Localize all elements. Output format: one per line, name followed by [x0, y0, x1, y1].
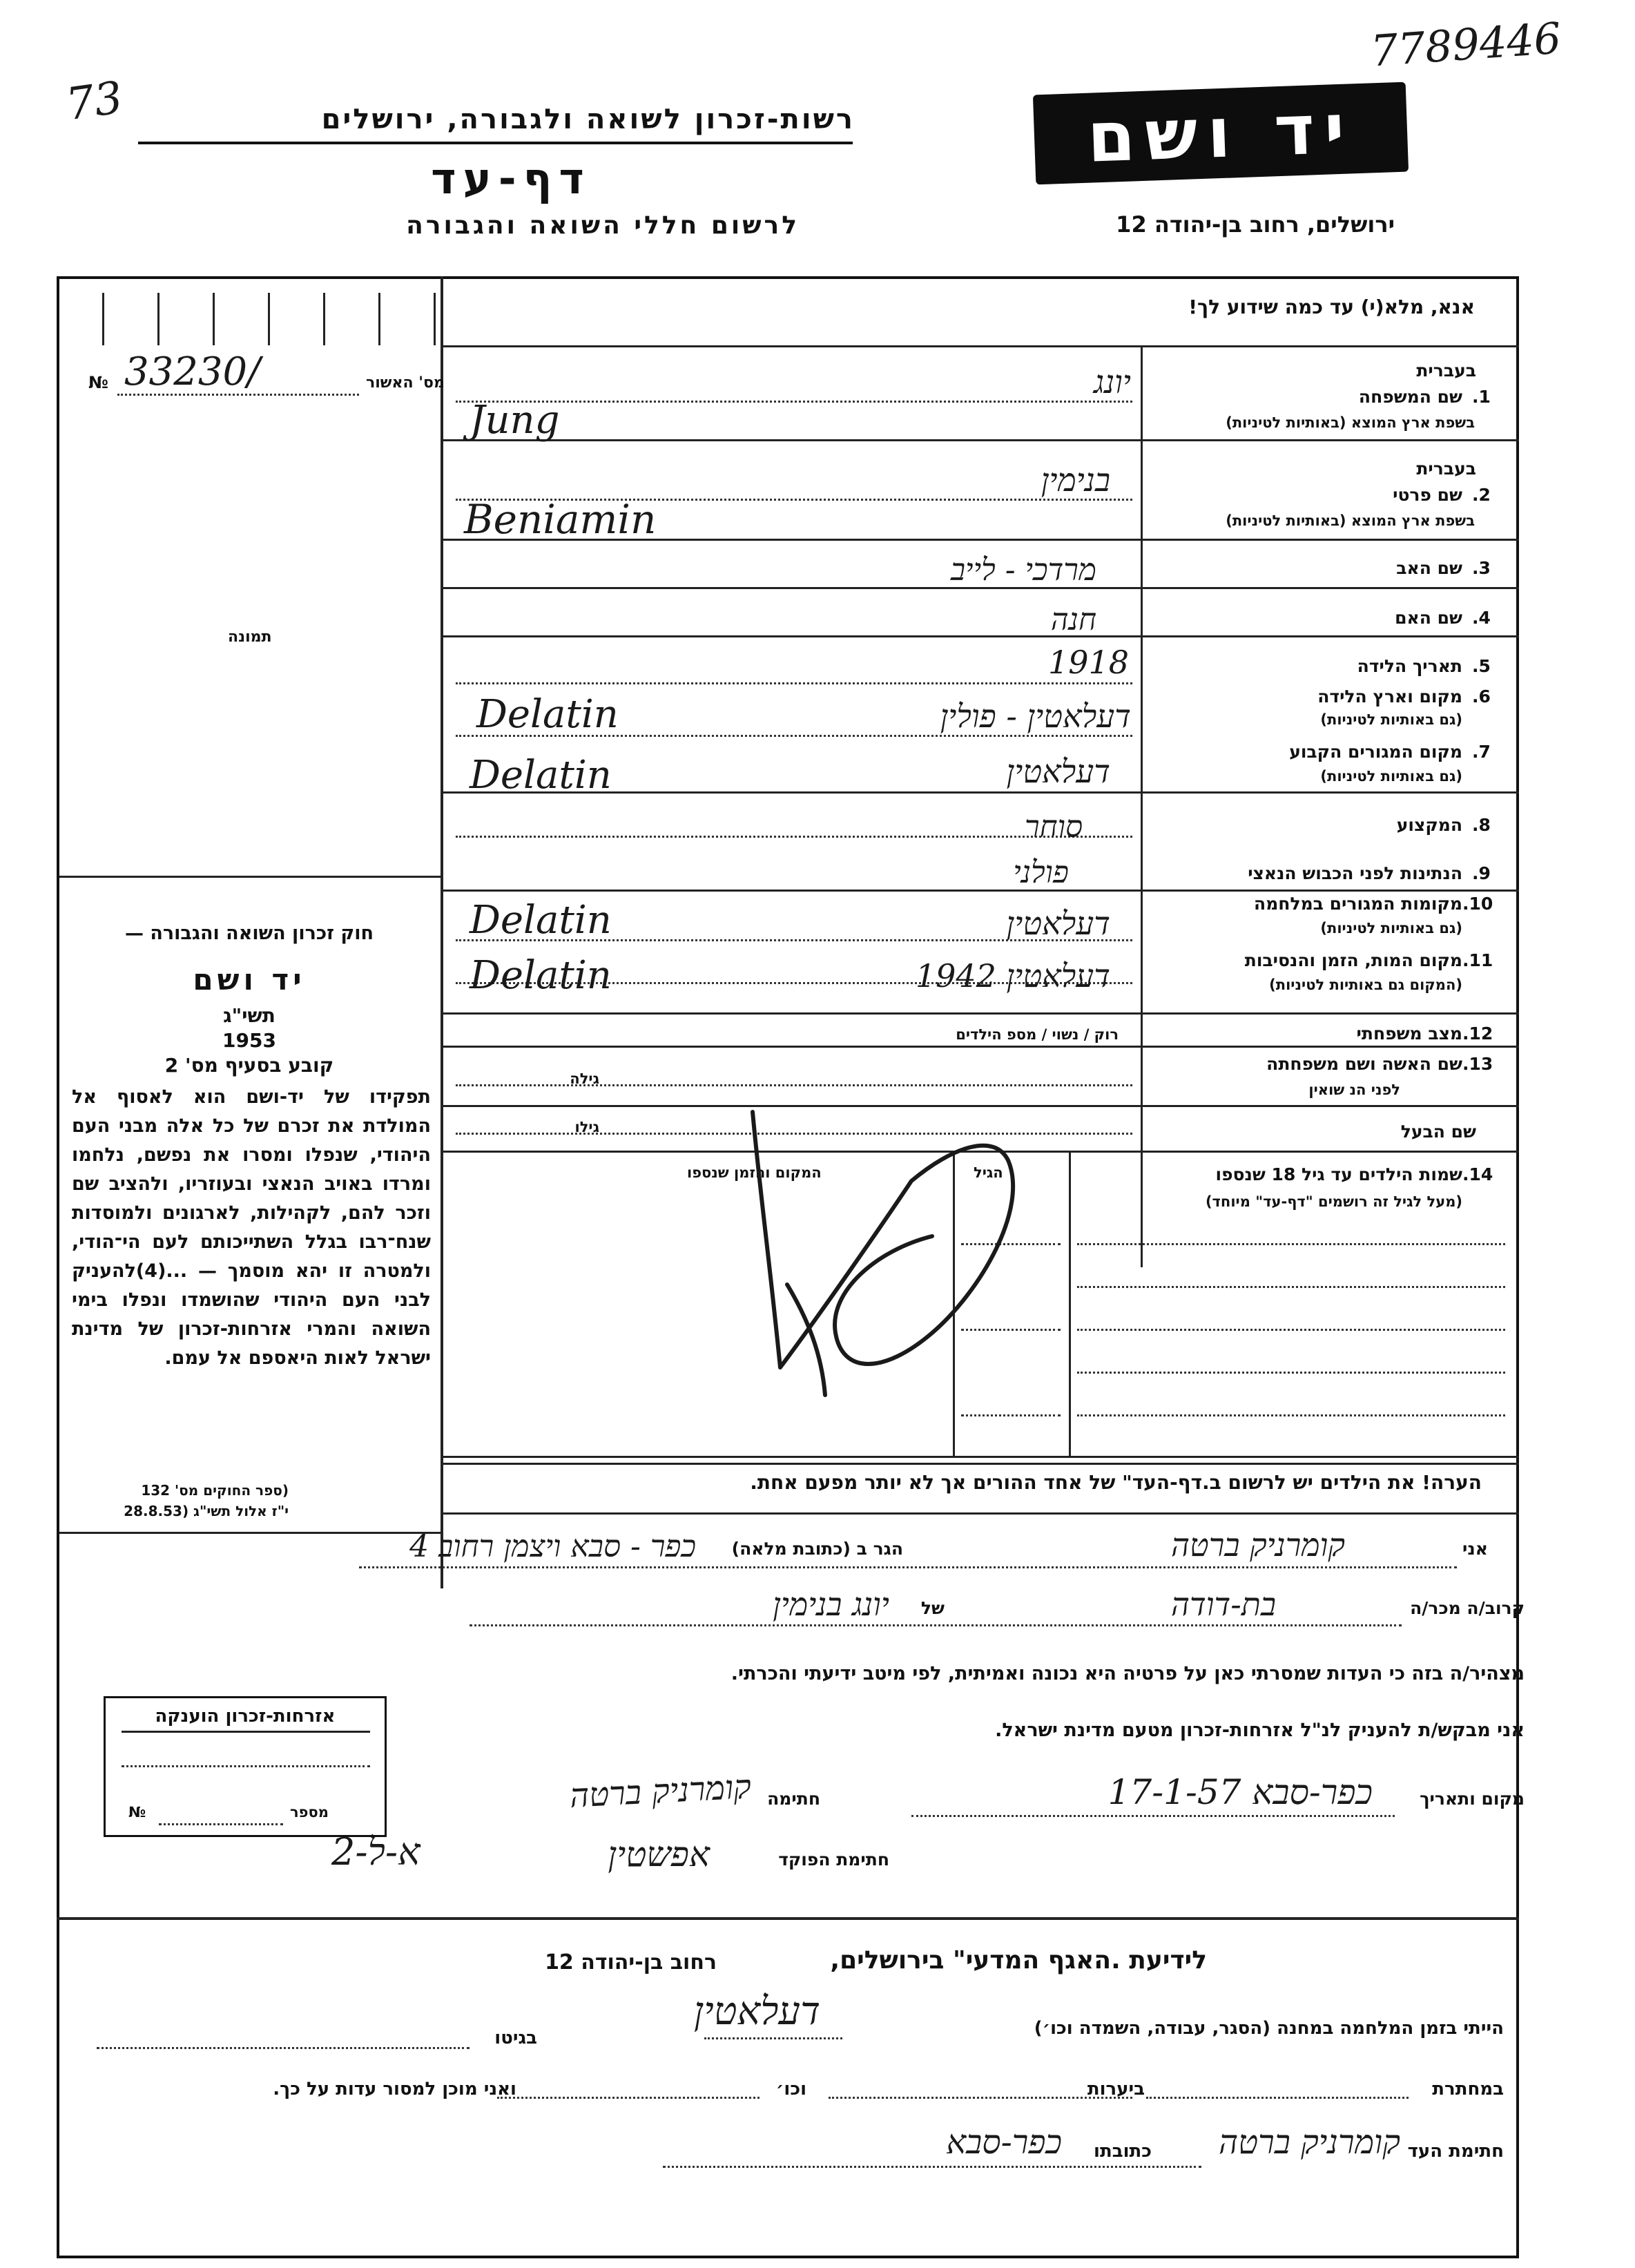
- left-column-divider: [441, 276, 443, 1588]
- logo-text: יד ושם: [1085, 88, 1356, 178]
- declarant-resident-label: הגר ב (כתובת מלאה): [731, 1539, 903, 1559]
- field-11-latin: Delatin: [470, 953, 612, 998]
- field-10-hebrew: דעלאטין: [1006, 905, 1110, 942]
- law-box-top-line: [59, 876, 441, 878]
- footer-ready-text: ואני מוכן למסור עדות על כך.: [273, 2079, 516, 2099]
- children-col-age: הגיל: [974, 1164, 1003, 1181]
- declarant-line-2: [470, 1624, 1402, 1626]
- declarant-name: קומרניק ברטה: [1170, 1526, 1345, 1564]
- citizenship-number-label: מספר: [290, 1804, 329, 1820]
- children-col-place: המקום והזמן שנספו: [687, 1164, 822, 1181]
- footer-forest-line: [829, 2097, 1132, 2099]
- row-line-1: [443, 439, 1519, 441]
- header-address: ירושלים, רחוב בן-יהודה 12: [1116, 211, 1395, 238]
- field-13-label: שם האשה ושם משפחתה: [1266, 1054, 1462, 1074]
- children-num: 14.: [1462, 1164, 1493, 1184]
- footer-hid-label: במחתרת: [1432, 2079, 1504, 2099]
- field-10-sub: (גם באותיות לטיניות): [1320, 920, 1462, 936]
- officer-signature: אפשטין: [608, 1834, 710, 1874]
- request-text: אני מבקש/ת להעניק לנ"ל אזרחות-זכרון מטעם מדינת ישראל.: [995, 1720, 1525, 1741]
- row-line-8: [443, 1046, 1519, 1048]
- field-5-value: 1918: [1048, 644, 1130, 681]
- margin-mark: א-ל-2: [331, 1830, 420, 1874]
- field-3-hebrew: מרדכי - לייב: [950, 552, 1096, 588]
- registration-ticks: [61, 279, 441, 345]
- witness-sig-label: חתימת העד: [1407, 2141, 1504, 2162]
- footer-ghetto-value: דעלאטין: [693, 1989, 820, 2034]
- field-6-hebrew: דעלאטין - פולין: [940, 698, 1131, 735]
- children-line-4: [1077, 1372, 1505, 1374]
- signature-value: קומרניק ברטה: [568, 1767, 753, 1816]
- field-9-num: 9.: [1472, 863, 1491, 883]
- field-4-hebrew: חנה: [1050, 602, 1096, 637]
- witness-line: [663, 2166, 1201, 2168]
- field-13-sub: לפני הנ שואין: [1308, 1082, 1400, 1098]
- field-2-label: שם פרטי: [1393, 485, 1462, 505]
- footer-camp-line: [704, 2037, 842, 2039]
- field-11-num: 11.: [1462, 950, 1493, 970]
- note-text: הערה! את הילדים יש לרשום ב.דף-העד" של אחד ההורים אך לא יותר מפעם אחת.: [750, 1471, 1482, 1494]
- field-2-hebrew: בנימין: [1041, 461, 1110, 499]
- witness-signature: קומרניק ברטה: [1219, 2123, 1400, 2162]
- husband-age-label: גילו: [574, 1119, 599, 1135]
- field-7-sub: (גם באותיות לטיניות): [1320, 768, 1462, 785]
- law-name: יד ושם: [193, 963, 306, 997]
- strike-scribble: [704, 1105, 1091, 1409]
- field-4-num: 4.: [1472, 608, 1491, 628]
- field-7-label: מקום המגורים הקבוע: [1289, 742, 1462, 762]
- children-line-1: [1077, 1243, 1505, 1245]
- field-1-lang: בעברית: [1416, 361, 1476, 381]
- label-column-divider: [1141, 345, 1143, 1267]
- field-12-label: מצב משפחתי: [1356, 1024, 1462, 1044]
- law-text: תפקידו של יד-ושם הוא לאסוף אל המולדת את זכרם של כל אלה מבני העם היהודי, שנפלו ומסרו את נפשם, נלחמו ומרדו באויב הנאצי ובעוזריו, ולהציב שם וזכר להם, לקהילות, לארגונים ולמוסדות שנח־רבו בגלל השתייכותם לעם הי־הודי, ולמטרה זו יהא מוסמך — ...(4)להעניק לבני העם היהודי שהושמדו ונפלו בימי השואה והמרי אזרחות-זכרון של מדינת ישראל לאות היאספם אל עמם.: [72, 1086, 431, 1369]
- field-2-sub: בשפת ארץ המוצא (באותיות לטיניות): [1226, 512, 1475, 529]
- place-date-line: [911, 1815, 1395, 1817]
- left-column-bottom: [59, 1532, 443, 1534]
- field-1-num: 1.: [1472, 387, 1491, 407]
- footer-forest-label: ביערות: [1087, 2079, 1145, 2099]
- children-line-2: [1077, 1286, 1505, 1288]
- field-1-hebrew: יונג: [1094, 363, 1131, 401]
- field-11-hebrew: דעלאטין 1942: [915, 957, 1110, 994]
- field-12-options: רוק / נשוי / מספ הילדים: [956, 1026, 1119, 1043]
- row-line-4: [443, 635, 1519, 637]
- place-date-value: כפר-סבא 17-1-57: [1107, 1772, 1373, 1812]
- field-10-num: 10.: [1462, 894, 1493, 914]
- field-5-label: תאריך הלידה: [1357, 656, 1462, 676]
- corner-mark: 73: [63, 72, 126, 131]
- footer-ghetto-label: בגיטו: [494, 2028, 537, 2048]
- field-5-num: 5.: [1472, 656, 1491, 676]
- field-2-num: 2.: [1472, 485, 1491, 505]
- field-4-label: שם האם: [1395, 608, 1462, 628]
- citizenship-no-sign: №: [128, 1804, 146, 1820]
- relation-label: קרוב/ה מכר/ה: [1410, 1598, 1525, 1618]
- citizenship-line-2: [159, 1823, 283, 1825]
- field-7-num: 7.: [1472, 742, 1491, 762]
- yad-vashem-logo: [1033, 82, 1409, 185]
- relation-value: בת-דודה: [1171, 1586, 1276, 1623]
- children-line-5: [1077, 1414, 1505, 1416]
- field-2-latin: Beniamin: [464, 496, 657, 543]
- law-year: 1953: [222, 1029, 276, 1052]
- law-year-hebrew: תשי"ג: [223, 1004, 275, 1027]
- law-ref-1: (ספר החוקים מס' 132: [141, 1482, 289, 1499]
- children-label: שמות הילדים עד גיל 18 שנספו: [1215, 1164, 1462, 1184]
- of-label: של: [920, 1598, 945, 1618]
- children-bottom-line: [443, 1456, 1519, 1458]
- field-9-hebrew: פולני: [1013, 855, 1069, 890]
- children-age-line-3: [961, 1414, 1061, 1416]
- declarant-line-1: [359, 1566, 1457, 1568]
- field-7-latin: Delatin: [470, 753, 612, 798]
- of-name: יונג בנימין: [773, 1586, 889, 1623]
- registration-number: 33230/: [124, 349, 261, 394]
- footer-separator: [57, 1917, 1519, 1920]
- note-bottom-line: [443, 1512, 1519, 1515]
- authority-underline: [138, 142, 853, 144]
- field-1-sub: בשפת ארץ המוצא (באותיות לטיניות): [1226, 414, 1475, 431]
- law-clause: קובע בסעיף מס' 2: [164, 1054, 334, 1077]
- field-6-num: 6.: [1472, 686, 1491, 707]
- row-line-7: [443, 1012, 1519, 1015]
- note-top-line: [443, 1463, 1519, 1465]
- field-12-num: 12.: [1462, 1024, 1493, 1044]
- field-1-label: שם המשפחה: [1358, 387, 1462, 407]
- registration-dotted-line: [117, 394, 359, 396]
- authority-line: רשות-זכרון לשואה ולגבורה, ירושלים: [321, 104, 855, 135]
- dotted-line-8: [456, 1084, 1132, 1086]
- form-subtitle: לרשום חללי השואה והגבורה: [406, 211, 800, 240]
- field-10-label: מקומות המגורים במלחמה: [1254, 894, 1462, 914]
- field-11-label: מקום המות, הזמן והנסיבות: [1244, 950, 1462, 970]
- field-6-label: מקום וארץ הלידה: [1317, 686, 1462, 707]
- footer-address: רחוב בן-יהודה 12: [545, 1950, 717, 1974]
- archive-number: 7789446: [1368, 12, 1563, 77]
- declaration-text: מצהיר/ה בזה כי העדות שמסרתי כאן על פרטיה היא נכונה ואמיתית, לפי מיטב ידיעתי והכרתי.: [731, 1663, 1525, 1684]
- field-9-label: הנתינות לפני הכבוש הנאצי: [1248, 863, 1462, 883]
- field-6-latin: Delatin: [476, 692, 619, 737]
- children-line-3: [1077, 1329, 1505, 1331]
- field-3-label: שם האב: [1396, 558, 1462, 578]
- declarant-ani: אני: [1462, 1539, 1488, 1559]
- officer-signature-label: חתימת הפוקד: [778, 1849, 889, 1870]
- field-13-num: 13.: [1462, 1054, 1493, 1074]
- law-ref-2: י"ז אלול תשי"ג (28.8.53: [124, 1503, 289, 1519]
- footer-line-1: הייתי בזמן המלחמה במחנה (הסגר, עבודה, השמדה וכו׳): [1034, 2018, 1504, 2039]
- declarant-address: כפר - סבא ויצמן רחוב 4: [409, 1529, 696, 1564]
- dotted-line-3: [456, 682, 1132, 684]
- intro-row-line: [441, 345, 1519, 347]
- footer-attention: לידיעת .האגף המדעי" בירושלים,: [830, 1946, 1207, 1974]
- citizenship-line-1: [122, 1765, 370, 1767]
- form-title: דף-עד: [431, 153, 591, 204]
- husband-label: שם הבעל: [1400, 1122, 1476, 1142]
- field-8-num: 8.: [1472, 815, 1491, 835]
- row-line-6: [443, 890, 1519, 892]
- witness-address-label: כתובתו: [1094, 2141, 1152, 2162]
- field-13-age-label: גילה: [570, 1070, 599, 1087]
- intro-text: אנא, מלא(י) עד כמה שידוע לך!: [1188, 296, 1475, 318]
- field-8-label: המקצוע: [1396, 815, 1462, 835]
- field-10-latin: Delatin: [470, 898, 612, 943]
- field-11-sub: (המקום גם באותיות לטיניות): [1269, 977, 1462, 993]
- field-1-latin: Jung: [470, 398, 560, 443]
- citizenship-title: אזרחות-זכרון הוענקה: [155, 1706, 336, 1727]
- footer-hid-line: [1146, 2097, 1409, 2099]
- footer-ghetto-line: [97, 2047, 470, 2049]
- law-heading: חוק זכרון השואה והגבורה —: [124, 923, 374, 944]
- field-8-hebrew: סוחר: [1025, 809, 1083, 845]
- photo-label: תמונה: [228, 628, 272, 646]
- citizenship-title-underline: [122, 1731, 370, 1733]
- field-3-num: 3.: [1472, 558, 1491, 578]
- registration-no-sign: №: [88, 373, 108, 392]
- signature-label: חתימה: [767, 1789, 820, 1809]
- witness-address: כפר-סבא: [946, 2123, 1062, 2162]
- footer-etc-line: [497, 2097, 760, 2099]
- place-date-label: מקום ותאריך: [1420, 1789, 1525, 1809]
- footer-etc-label: וכו׳: [775, 2079, 806, 2099]
- registration-label: מס' האשור: [366, 374, 445, 392]
- field-2-lang: בעברית: [1416, 459, 1476, 479]
- field-6-sub: (גם באותיות לטיניות): [1320, 711, 1462, 728]
- field-7-hebrew: דעלאטין: [1006, 753, 1110, 790]
- children-sub: (מעל לגיל זה רושמים "דף-עד" מיוחד): [1205, 1193, 1462, 1210]
